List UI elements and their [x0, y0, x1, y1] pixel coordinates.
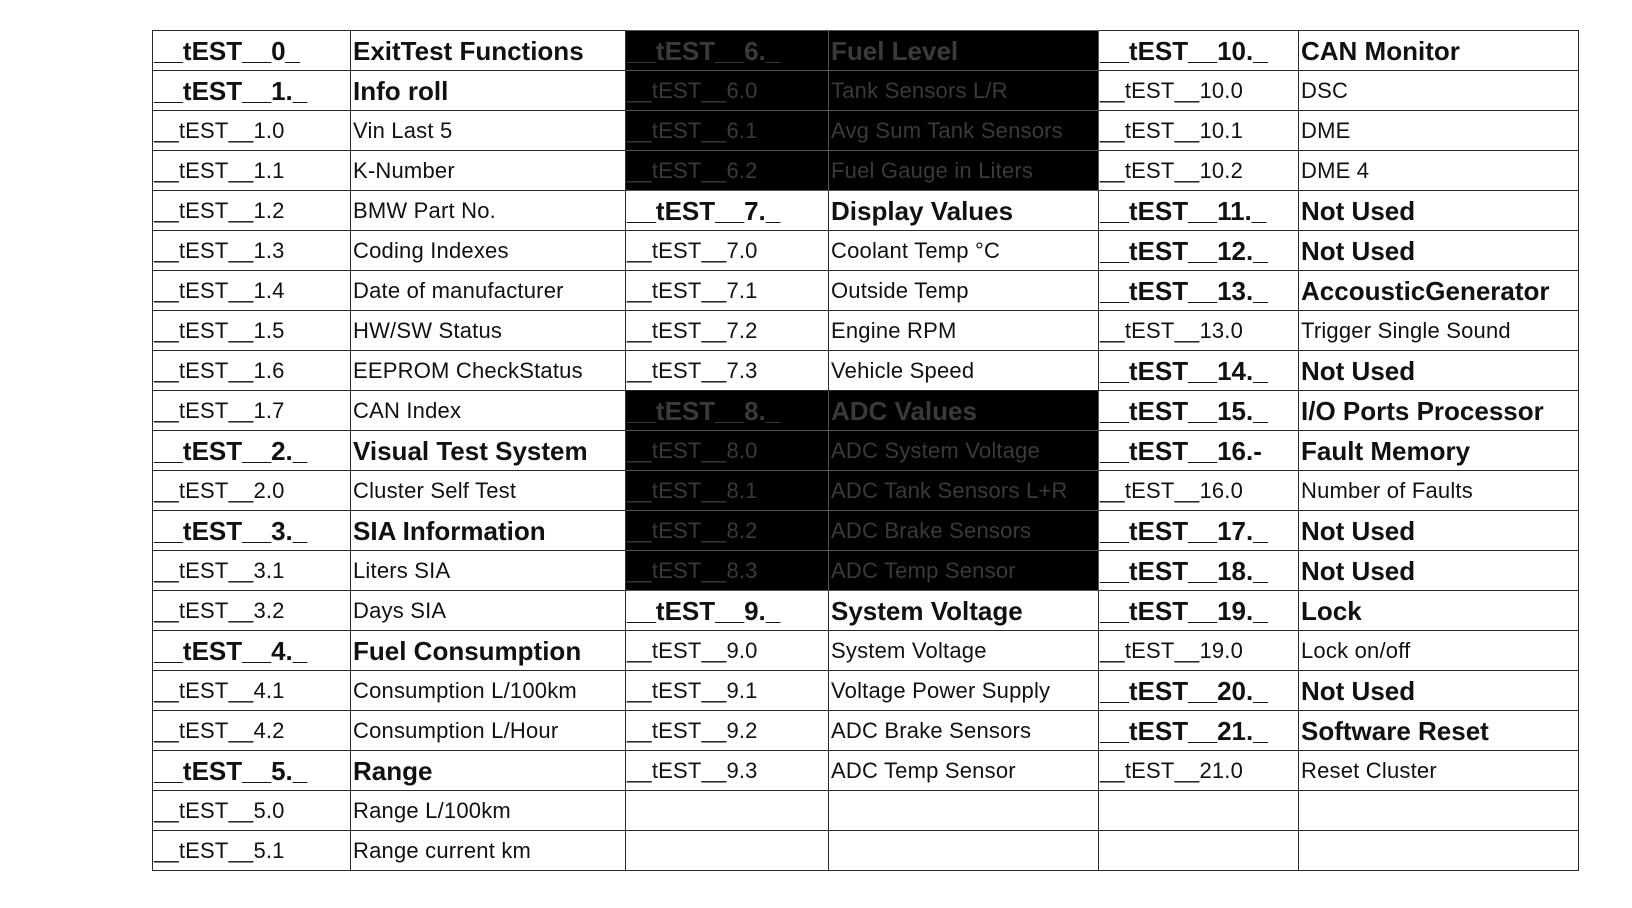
- test-code-cell: __tEST__9.3: [626, 751, 829, 791]
- table-row: [153, 551, 1579, 591]
- test-code-cell: __tEST__4._: [153, 631, 351, 671]
- redacted-test-code-cell: __tEST__6.0: [626, 71, 829, 111]
- table-row: [153, 111, 1579, 151]
- test-code-cell: __tEST__17._: [1099, 511, 1299, 551]
- redacted-test-function-cell: ADC Brake Sensors: [829, 511, 1099, 551]
- table-row: [153, 591, 1579, 631]
- empty-cell: [1099, 791, 1299, 831]
- test-function-cell: Trigger Single Sound: [1299, 311, 1579, 351]
- test-code-cell: __tEST__7.0: [626, 231, 829, 271]
- test-function-cell: ADC Brake Sensors: [829, 711, 1099, 751]
- empty-cell: [1099, 831, 1299, 871]
- redacted-test-function-cell: Avg Sum Tank Sensors: [829, 111, 1099, 151]
- test-function-cell: Coolant Temp °C: [829, 231, 1099, 271]
- test-code-cell: __tEST__1.5: [153, 311, 351, 351]
- test-function-cell: EEPROM CheckStatus: [351, 351, 626, 391]
- table-row: [153, 71, 1579, 111]
- test-code-cell: __tEST__9.1: [626, 671, 829, 711]
- test-function-cell: Cluster Self Test: [351, 471, 626, 511]
- redacted-test-code-cell: __tEST__8.0: [626, 431, 829, 471]
- table-row: [153, 391, 1579, 431]
- empty-cell: [829, 831, 1099, 871]
- empty-cell: [1299, 791, 1579, 831]
- test-code-cell: __tEST__1.0: [153, 111, 351, 151]
- test-function-cell: Not Used: [1299, 231, 1579, 271]
- test-function-cell: Lock: [1299, 591, 1579, 631]
- test-code-cell: __tEST__3.1: [153, 551, 351, 591]
- test-code-cell: __tEST__14._: [1099, 351, 1299, 391]
- test-function-cell: Not Used: [1299, 511, 1579, 551]
- empty-cell: [1299, 831, 1579, 871]
- test-code-cell: __tEST__5._: [153, 751, 351, 791]
- test-function-cell: Date of manufacturer: [351, 271, 626, 311]
- table-row: [153, 511, 1579, 551]
- empty-cell: [829, 791, 1099, 831]
- redacted-test-code-cell: __tEST__6._: [626, 31, 829, 71]
- redacted-test-function-cell: ADC Tank Sensors L+R: [829, 471, 1099, 511]
- test-function-table: [152, 30, 1579, 871]
- test-code-cell: __tEST__2._: [153, 431, 351, 471]
- test-function-cell: Number of Faults: [1299, 471, 1579, 511]
- redacted-test-function-cell: ADC Temp Sensor: [829, 551, 1099, 591]
- test-code-cell: __tEST__3.2: [153, 591, 351, 631]
- test-function-cell: ADC Temp Sensor: [829, 751, 1099, 791]
- test-function-cell: Not Used: [1299, 551, 1579, 591]
- test-code-cell: __tEST__10.2: [1099, 151, 1299, 191]
- test-function-cell: Not Used: [1299, 351, 1579, 391]
- table-row: [153, 431, 1579, 471]
- test-code-cell: __tEST__9.0: [626, 631, 829, 671]
- table-row: [153, 351, 1579, 391]
- redacted-test-code-cell: __tEST__8.3: [626, 551, 829, 591]
- test-code-cell: __tEST__10.0: [1099, 71, 1299, 111]
- test-code-cell: __tEST__15._: [1099, 391, 1299, 431]
- table-row: [153, 151, 1579, 191]
- test-code-cell: __tEST__12._: [1099, 231, 1299, 271]
- test-function-cell: Outside Temp: [829, 271, 1099, 311]
- test-code-cell: __tEST__0_: [153, 31, 351, 71]
- test-function-cell: ExitTest Functions: [351, 31, 626, 71]
- test-function-cell: Not Used: [1299, 671, 1579, 711]
- redacted-test-code-cell: __tEST__8.1: [626, 471, 829, 511]
- test-code-cell: __tEST__1.6: [153, 351, 351, 391]
- table-row: [153, 271, 1579, 311]
- test-function-cell: System Voltage: [829, 591, 1099, 631]
- test-function-cell: Reset Cluster: [1299, 751, 1579, 791]
- test-function-cell: Days SIA: [351, 591, 626, 631]
- test-function-cell: CAN Index: [351, 391, 626, 431]
- table-row: [153, 631, 1579, 671]
- table-row: [153, 711, 1579, 751]
- test-function-cell: Range: [351, 751, 626, 791]
- test-function-cell: Vin Last 5: [351, 111, 626, 151]
- test-function-cell: CAN Monitor: [1299, 31, 1579, 71]
- redacted-test-code-cell: __tEST__6.2: [626, 151, 829, 191]
- test-function-cell: DSC: [1299, 71, 1579, 111]
- test-function-cell: Display Values: [829, 191, 1099, 231]
- table-row: [153, 471, 1579, 511]
- test-function-cell: Software Reset: [1299, 711, 1579, 751]
- empty-cell: [626, 791, 829, 831]
- table-row: [153, 751, 1579, 791]
- test-function-cell: Not Used: [1299, 191, 1579, 231]
- test-function-cell: Fuel Consumption: [351, 631, 626, 671]
- test-code-cell: __tEST__19._: [1099, 591, 1299, 631]
- redacted-test-code-cell: __tEST__8._: [626, 391, 829, 431]
- test-code-cell: __tEST__20._: [1099, 671, 1299, 711]
- redacted-test-code-cell: __tEST__8.2: [626, 511, 829, 551]
- test-function-cell: SIA Information: [351, 511, 626, 551]
- test-code-cell: __tEST__7._: [626, 191, 829, 231]
- table-row: [153, 31, 1579, 71]
- test-code-cell: __tEST__1.3: [153, 231, 351, 271]
- test-function-cell: Voltage Power Supply: [829, 671, 1099, 711]
- redacted-test-function-cell: ADC Values: [829, 391, 1099, 431]
- test-code-cell: __tEST__1.7: [153, 391, 351, 431]
- test-function-cell: Consumption L/100km: [351, 671, 626, 711]
- test-function-cell: K-Number: [351, 151, 626, 191]
- test-function-cell: DME 4: [1299, 151, 1579, 191]
- table-row: [153, 231, 1579, 271]
- test-code-cell: __tEST__7.1: [626, 271, 829, 311]
- test-code-cell: __tEST__13._: [1099, 271, 1299, 311]
- test-code-cell: __tEST__4.1: [153, 671, 351, 711]
- test-code-cell: __tEST__9._: [626, 591, 829, 631]
- test-code-cell: __tEST__16.-: [1099, 431, 1299, 471]
- test-function-cell: DME: [1299, 111, 1579, 151]
- test-code-cell: __tEST__5.0: [153, 791, 351, 831]
- redacted-test-code-cell: __tEST__6.1: [626, 111, 829, 151]
- test-code-cell: __tEST__10._: [1099, 31, 1299, 71]
- test-function-cell: Liters SIA: [351, 551, 626, 591]
- test-code-cell: __tEST__3._: [153, 511, 351, 551]
- test-code-cell: __tEST__13.0: [1099, 311, 1299, 351]
- redacted-test-function-cell: Tank Sensors L/R: [829, 71, 1099, 111]
- test-function-cell: Fault Memory: [1299, 431, 1579, 471]
- test-function-cell: Range current km: [351, 831, 626, 871]
- redacted-test-function-cell: Fuel Gauge in Liters: [829, 151, 1099, 191]
- test-function-cell: Lock on/off: [1299, 631, 1579, 671]
- test-code-cell: __tEST__1.2: [153, 191, 351, 231]
- test-code-cell: __tEST__7.3: [626, 351, 829, 391]
- test-code-cell: __tEST__1._: [153, 71, 351, 111]
- test-code-cell: __tEST__19.0: [1099, 631, 1299, 671]
- table-row: [153, 311, 1579, 351]
- redacted-test-function-cell: ADC System Voltage: [829, 431, 1099, 471]
- test-function-cell: Visual Test System: [351, 431, 626, 471]
- test-function-cell: System Voltage: [829, 631, 1099, 671]
- test-function-cell: Engine RPM: [829, 311, 1099, 351]
- redacted-test-function-cell: Fuel Level: [829, 31, 1099, 71]
- test-function-cell: Range L/100km: [351, 791, 626, 831]
- test-function-cell: I/O Ports Processor: [1299, 391, 1579, 431]
- test-code-cell: __tEST__18._: [1099, 551, 1299, 591]
- table-row: [153, 671, 1579, 711]
- test-code-cell: __tEST__1.4: [153, 271, 351, 311]
- test-function-cell: AccousticGenerator: [1299, 271, 1579, 311]
- table-row: [153, 191, 1579, 231]
- test-code-cell: __tEST__4.2: [153, 711, 351, 751]
- test-code-cell: __tEST__9.2: [626, 711, 829, 751]
- test-code-cell: __tEST__1.1: [153, 151, 351, 191]
- test-code-cell: __tEST__7.2: [626, 311, 829, 351]
- test-code-cell: __tEST__11._: [1099, 191, 1299, 231]
- test-code-cell: __tEST__10.1: [1099, 111, 1299, 151]
- table-row: [153, 791, 1579, 831]
- test-function-cell: HW/SW Status: [351, 311, 626, 351]
- test-code-cell: __tEST__5.1: [153, 831, 351, 871]
- test-function-cell: Coding Indexes: [351, 231, 626, 271]
- test-function-cell: BMW Part No.: [351, 191, 626, 231]
- test-function-cell: Consumption L/Hour: [351, 711, 626, 751]
- test-table-body: [153, 31, 1579, 871]
- test-code-cell: __tEST__21.0: [1099, 751, 1299, 791]
- test-function-cell: Info roll: [351, 71, 626, 111]
- test-code-cell: __tEST__2.0: [153, 471, 351, 511]
- test-code-cell: __tEST__16.0: [1099, 471, 1299, 511]
- table-row: [153, 831, 1579, 871]
- empty-cell: [626, 831, 829, 871]
- test-code-cell: __tEST__21._: [1099, 711, 1299, 751]
- test-function-cell: Vehicle Speed: [829, 351, 1099, 391]
